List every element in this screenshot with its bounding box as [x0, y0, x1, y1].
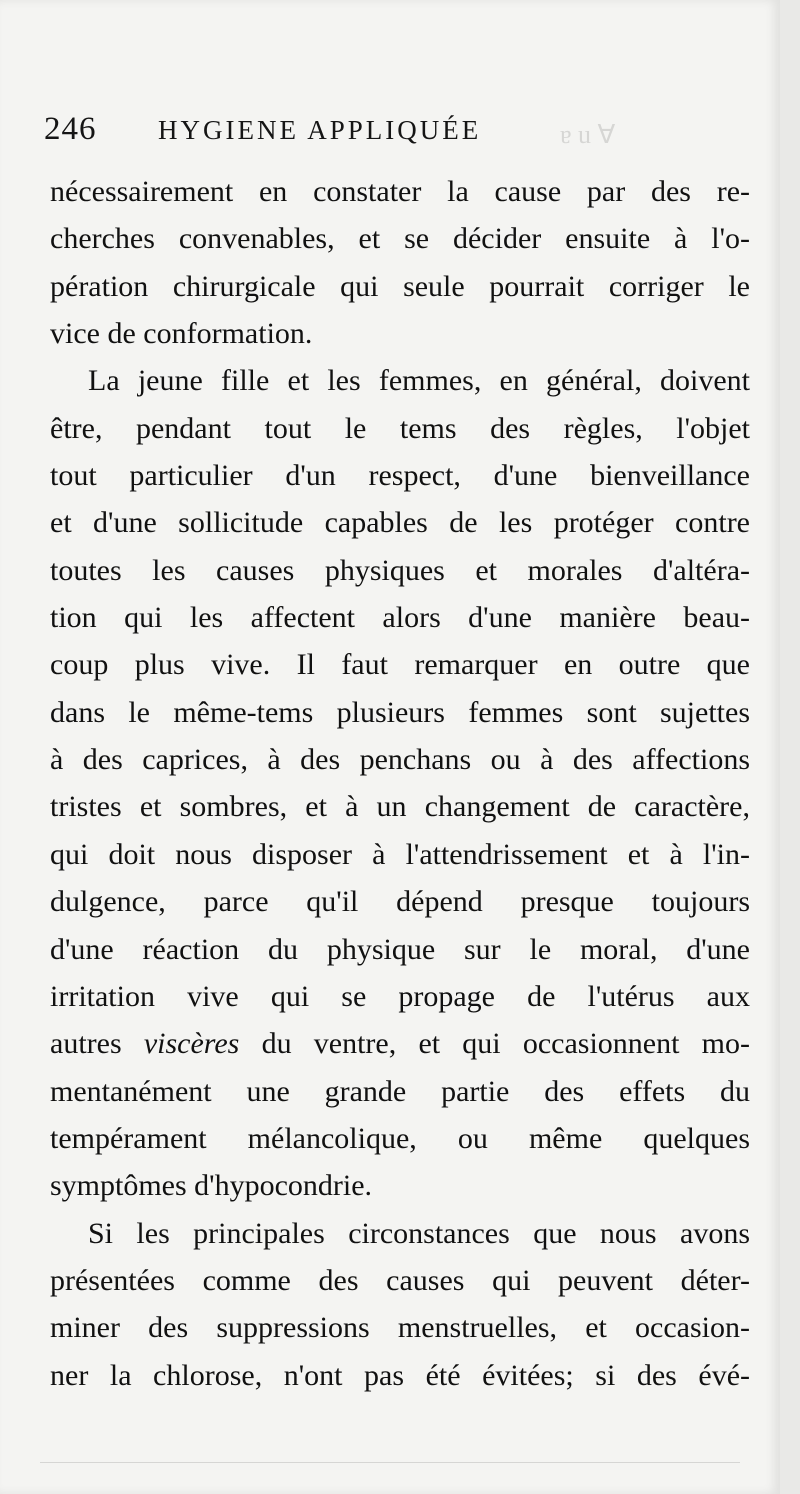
text-fragment: autres	[50, 1027, 144, 1061]
text-line: être, pendant tout le tems des règles, l'objet	[50, 411, 750, 445]
text-line: vice de conformation.	[50, 317, 313, 351]
text-line: dans le même-tems plusieurs femmes sont sujettes	[50, 695, 750, 729]
text-line: présentées comme des causes qui peuvent déter-	[50, 1263, 750, 1297]
text-line: cherches convenables, et se décider ensuite à l'o-	[50, 222, 750, 256]
text-line: Si les principales circonstances que nous avons	[88, 1216, 750, 1250]
text-line: dulgence, parce qu'il dépend presque toujours	[50, 885, 750, 919]
italic-word: viscères	[143, 1027, 240, 1061]
page-header	[44, 105, 744, 155]
text-line: toutes les causes physiques et morales d'altéra-	[50, 553, 750, 587]
text-line: qui doit nous disposer à l'attendrissement et à l'in-	[50, 837, 750, 871]
text-line: irritation vive qui se propage de l'utérus aux	[50, 979, 750, 1013]
text-line: nécessairement en constater la cause par des re-	[50, 175, 750, 208]
body-text	[50, 168, 750, 1399]
paragraph-2	[50, 357, 750, 1209]
paragraph-3	[50, 1210, 750, 1399]
text-line: ner la chlorose, n'ont pas été évitées; si des évé-	[50, 1358, 750, 1392]
text-line: d'une réaction du physique sur le moral, d'une	[50, 932, 750, 966]
text-line: tempérament mélancolique, ou même quelques	[50, 1121, 750, 1155]
text-line: tion qui les affectent alors d'une manière beau-	[50, 601, 750, 635]
show-through-text: ɐ u ∀	[560, 120, 616, 149]
text-line: tristes et sombres, et à un changement de caractère,	[50, 790, 750, 824]
text-line: symptômes d'hypocondrie.	[50, 1169, 373, 1203]
text-line: miner des suppressions menstruelles, et occasion-	[50, 1311, 750, 1345]
page-number: 246	[44, 111, 97, 147]
text-line	[50, 1020, 750, 1067]
text-line: et d'une sollicitude capables de les protéger contre	[50, 506, 750, 540]
running-head: HYGIENE APPLIQUÉE	[158, 115, 482, 145]
text-line: mentanément une grande partie des effets du	[50, 1074, 750, 1108]
text-line: à des caprices, à des penchans ou à des affections	[50, 743, 750, 777]
text-fragment: du ventre, et qui occasionnent mo-	[239, 1027, 750, 1061]
paragraph-1	[50, 168, 750, 357]
text-line: tout particulier d'un respect, d'une bienveillance	[50, 459, 750, 493]
text-line: coup plus vive. Il faut remarquer en outre que	[50, 648, 750, 682]
text-line: pération chirurgicale qui seule pourrait corriger le	[50, 269, 750, 303]
text-line: La jeune fille et les femmes, en général, doivent	[88, 364, 750, 398]
